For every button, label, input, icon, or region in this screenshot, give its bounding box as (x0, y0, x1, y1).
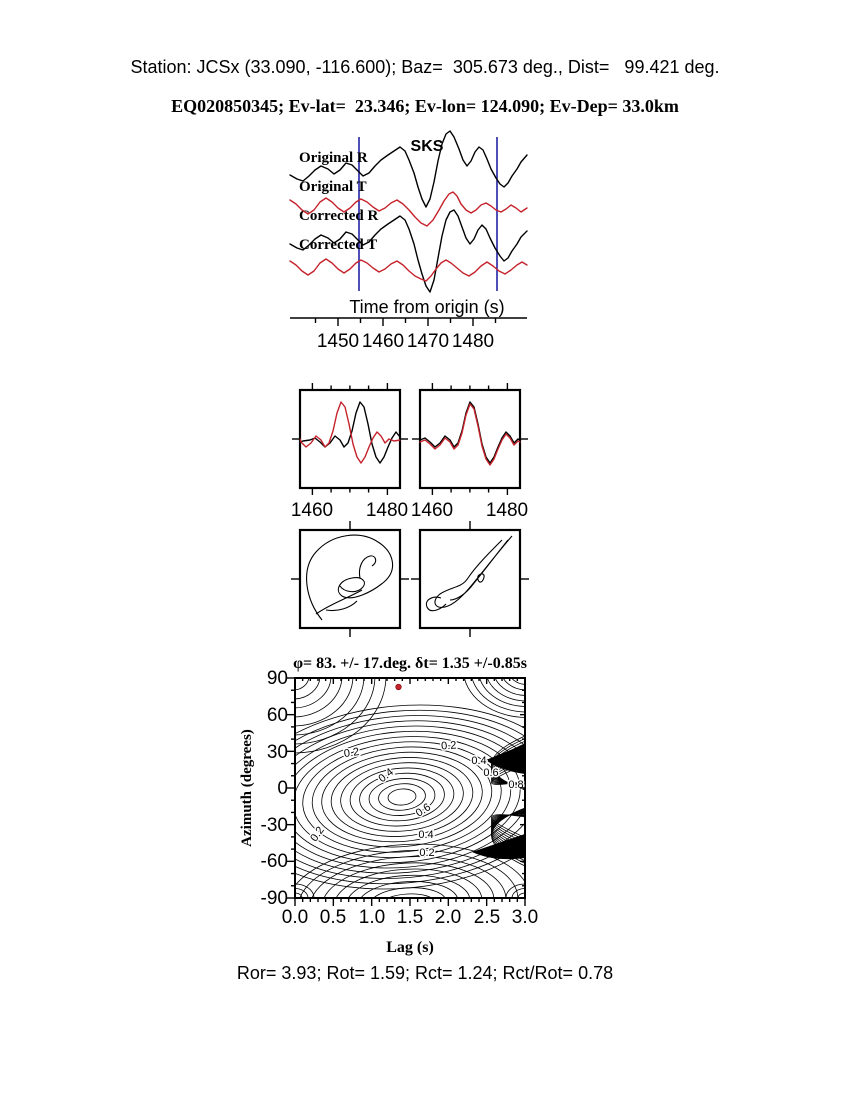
az-tick-m30: -30 (260, 815, 288, 836)
trace-label-corrected-r: Corrected R (299, 208, 379, 224)
az-tick-0: 0 (277, 778, 288, 799)
waveform-section (290, 131, 527, 352)
best-fit-marker (396, 684, 402, 690)
contour-section (200, 599, 591, 968)
az-tick-90: 90 (266, 668, 288, 689)
overlay-right-tick-1480: 1480 (485, 500, 529, 521)
azimuth-axis-label: Azimuth (degrees) (239, 729, 255, 847)
az-tick-60: 60 (266, 705, 288, 726)
overlay-corrected-traces (420, 402, 520, 465)
time-tick-1460: 1460 (361, 331, 405, 352)
contour-label-0: 0.2 (343, 746, 360, 761)
overlay-corrected-t (420, 404, 520, 465)
contour-label-1: 0.2 (440, 739, 457, 753)
lag-tick-00: 0.0 (281, 907, 309, 928)
tick-marks (287, 318, 529, 906)
event-title: EQ020850345; Ev-lat= 23.346; Ev-lon= 124.090; Ev-Dep= 33.0km (171, 96, 679, 116)
trace-label-original-t: Original T (299, 179, 367, 195)
overlay-left-tick-1480: 1480 (365, 500, 409, 521)
phase-label: SKS (410, 138, 444, 155)
particle-corrected-group (426, 536, 512, 611)
lag-tick-05: 0.5 (319, 907, 347, 928)
lag-tick-30: 3.0 (511, 907, 539, 928)
contour-label-6: 0.6 (413, 801, 434, 820)
time-tick-1480: 1480 (451, 331, 495, 352)
contour-label-7: 0.4 (418, 829, 434, 841)
contour-label-8: 0.2 (419, 847, 435, 859)
trace-label-original-r: Original R (299, 150, 368, 166)
time-tick-1470: 1470 (406, 331, 450, 352)
contour-label-3: 0.6 (483, 767, 499, 779)
particle-corrected-path (426, 536, 512, 611)
particle-original-group (307, 535, 393, 620)
overlay-corrected-r (420, 402, 520, 463)
original-r-trace (290, 131, 527, 207)
trace-label-corrected-t: Corrected T (299, 237, 378, 253)
contour-label-5: 0.4 (376, 766, 396, 786)
stats-line: Ror= 3.93; Rot= 1.59; Rct= 1.24; Rct/Rot= 0.78 (236, 963, 614, 983)
particle-panel-original (300, 530, 400, 628)
corrected-t-trace (290, 259, 527, 281)
station-title: Station: JCSx (33.090, -116.600); Baz= 305.673 deg., Dist= 99.421 deg. (130, 57, 720, 77)
lag-tick-10: 1.0 (358, 907, 386, 928)
overlay-original-traces (300, 402, 400, 463)
contour-title: φ= 83. +/- 17.deg. δt= 1.35 +/-0.85s (293, 655, 527, 672)
contour-label-2: 0.4 (471, 755, 487, 767)
lag-axis-label: Lag (s) (386, 939, 434, 956)
az-tick-m90: -90 (260, 888, 288, 909)
overlay-right-tick-1460: 1460 (410, 500, 454, 521)
contour-label-4: 0.8 (508, 779, 524, 791)
particle-original-path (307, 535, 393, 620)
overlay-left-tick-1460: 1460 (290, 500, 334, 521)
time-tick-1450: 1450 (316, 331, 360, 352)
lag-tick-15: 1.5 (396, 907, 424, 928)
overlay-section (291, 390, 528, 521)
contour-label-9: 0.2 (308, 824, 327, 844)
time-axis-label: Time from origin (s) (349, 297, 505, 317)
lag-tick-25: 2.5 (473, 907, 501, 928)
particle-motion-section (300, 530, 520, 628)
az-tick-m60: -60 (260, 851, 288, 872)
az-tick-30: 30 (266, 742, 288, 763)
lag-tick-20: 2.0 (434, 907, 462, 928)
